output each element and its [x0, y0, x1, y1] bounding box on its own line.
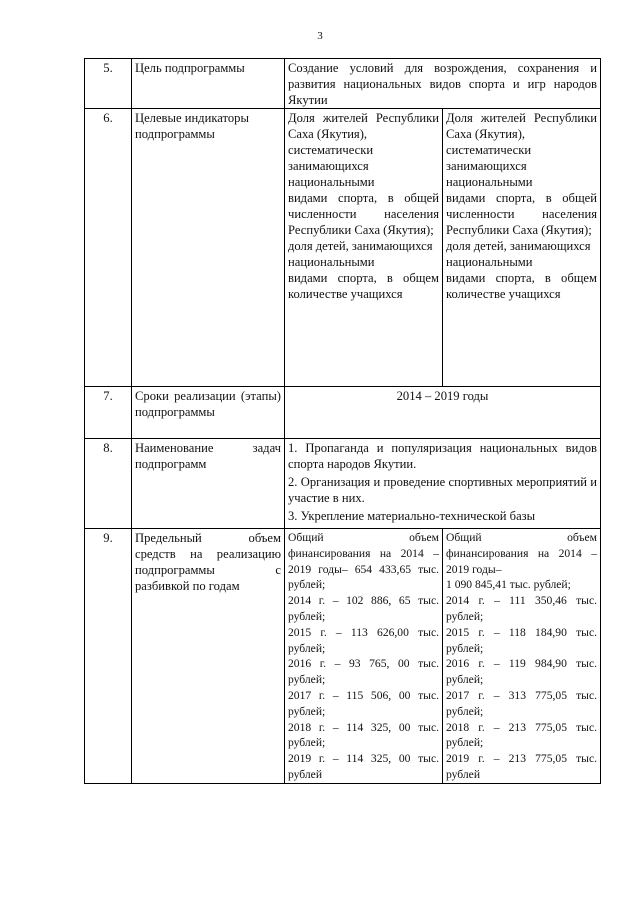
row-value: Создание условий для возрождения, сохранения и развития национальных видов спорта и игр народов Якутии — [285, 59, 601, 109]
indicator-line: доля детей, занимающихся — [288, 239, 433, 253]
indicator-line: национальными — [446, 175, 533, 189]
indicator-line: Доля жителей Республики Саха (Якутия), — [446, 111, 597, 141]
indicator-line: занимающихся — [446, 159, 527, 173]
funding-line: Общий объем финансирования на 2014 – 2019 годы– — [446, 531, 597, 576]
indicator-line: национальными — [446, 255, 533, 269]
table-row — [85, 109, 601, 387]
indicator-line: доля детей, занимающихся — [446, 239, 591, 253]
row-name: Целевые индикаторы подпрограммы — [132, 109, 285, 387]
row-name: Предельный объем средств на реализацию подпрограммы с разбивкой по годам — [132, 529, 285, 784]
indicator-line: национальными — [288, 175, 375, 189]
indicator-line: систематически — [288, 143, 374, 157]
funding-line: 2014 г. – 111 350,46 тыс. рублей; — [446, 594, 597, 623]
funding-line: Общий объем финансирования на 2014 – 2019 годы– 654 433,65 тыс. рублей; — [288, 531, 439, 592]
indicator-line: занимающихся — [288, 159, 369, 173]
row-value: 2014 – 2019 годы — [285, 387, 601, 439]
task-item: 1. Пропаганда и популяризация национальных видов спорта народов Якутии. — [288, 441, 597, 471]
passport-table — [84, 58, 601, 784]
funding-line: 2014 г. – 102 886, 65 тыс. рублей; — [288, 594, 439, 623]
row-number: 9. — [85, 529, 132, 784]
task-item: 3. Укрепление материально-технической базы — [288, 509, 536, 523]
row-number: 6. — [85, 109, 132, 387]
indicator-line: видами спорта, в общей численности населения Республики Саха (Якутия); — [446, 191, 597, 237]
row-name: Сроки реализации (этапы) подпрограммы — [132, 387, 285, 439]
funding-column-1 — [285, 529, 443, 784]
row-number: 7. — [85, 387, 132, 439]
indicator-line: национальными — [288, 255, 375, 269]
funding-line: 2017 г. – 115 506, 00 тыс. рублей; — [288, 688, 439, 718]
tasks-cell — [285, 439, 601, 529]
table-row — [85, 529, 601, 784]
funding-column-2 — [443, 529, 601, 784]
indicator-line: видами спорта, в общем количестве учащихся — [288, 271, 439, 301]
funding-line: 2015 г. – 113 626,00 тыс. рублей; — [288, 625, 439, 655]
funding-line: 1 090 845,41 тыс. рублей; — [446, 578, 571, 592]
indicator-line: Доля жителей Республики Саха (Якутия), — [288, 111, 439, 141]
funding-line: 2019 г. – 114 325, 00 тыс. рублей — [288, 752, 439, 781]
indicator-column-2 — [443, 109, 601, 387]
row-name: Наименование задач подпрограмм — [132, 439, 285, 529]
funding-line: 2016 г. – 93 765, 00 тыс. рублей; — [288, 657, 439, 687]
task-item: 2. Организация и проведение спортивных мероприятий и участие в них. — [288, 475, 597, 505]
table-row — [85, 439, 601, 529]
funding-line: 2018 г. – 114 325, 00 тыс. рублей; — [288, 720, 439, 750]
funding-line: 2016 г. – 119 984,90 тыс. рублей; — [446, 657, 597, 687]
funding-line: 2017 г. – 313 775,05 тыс. рублей; — [446, 688, 597, 718]
funding-line: 2015 г. – 118 184,90 тыс. рублей; — [446, 625, 597, 655]
funding-line: 2019 г. – 213 775,05 тыс. рублей — [446, 752, 597, 781]
funding-line: 2018 г. – 213 775,05 тыс. рублей; — [446, 720, 597, 750]
page-number: 3 — [317, 30, 323, 42]
indicator-line: видами спорта, в общей численности населения Республики Саха (Якутия); — [288, 191, 439, 237]
row-name: Цель подпрограммы — [132, 59, 285, 109]
indicator-column-1 — [285, 109, 443, 387]
row-number: 5. — [85, 59, 132, 109]
table-row — [85, 387, 601, 439]
row-number: 8. — [85, 439, 132, 529]
indicator-line: систематически — [446, 143, 532, 157]
table-row — [85, 59, 601, 109]
indicator-line: видами спорта, в общем количестве учащихся — [446, 271, 597, 301]
